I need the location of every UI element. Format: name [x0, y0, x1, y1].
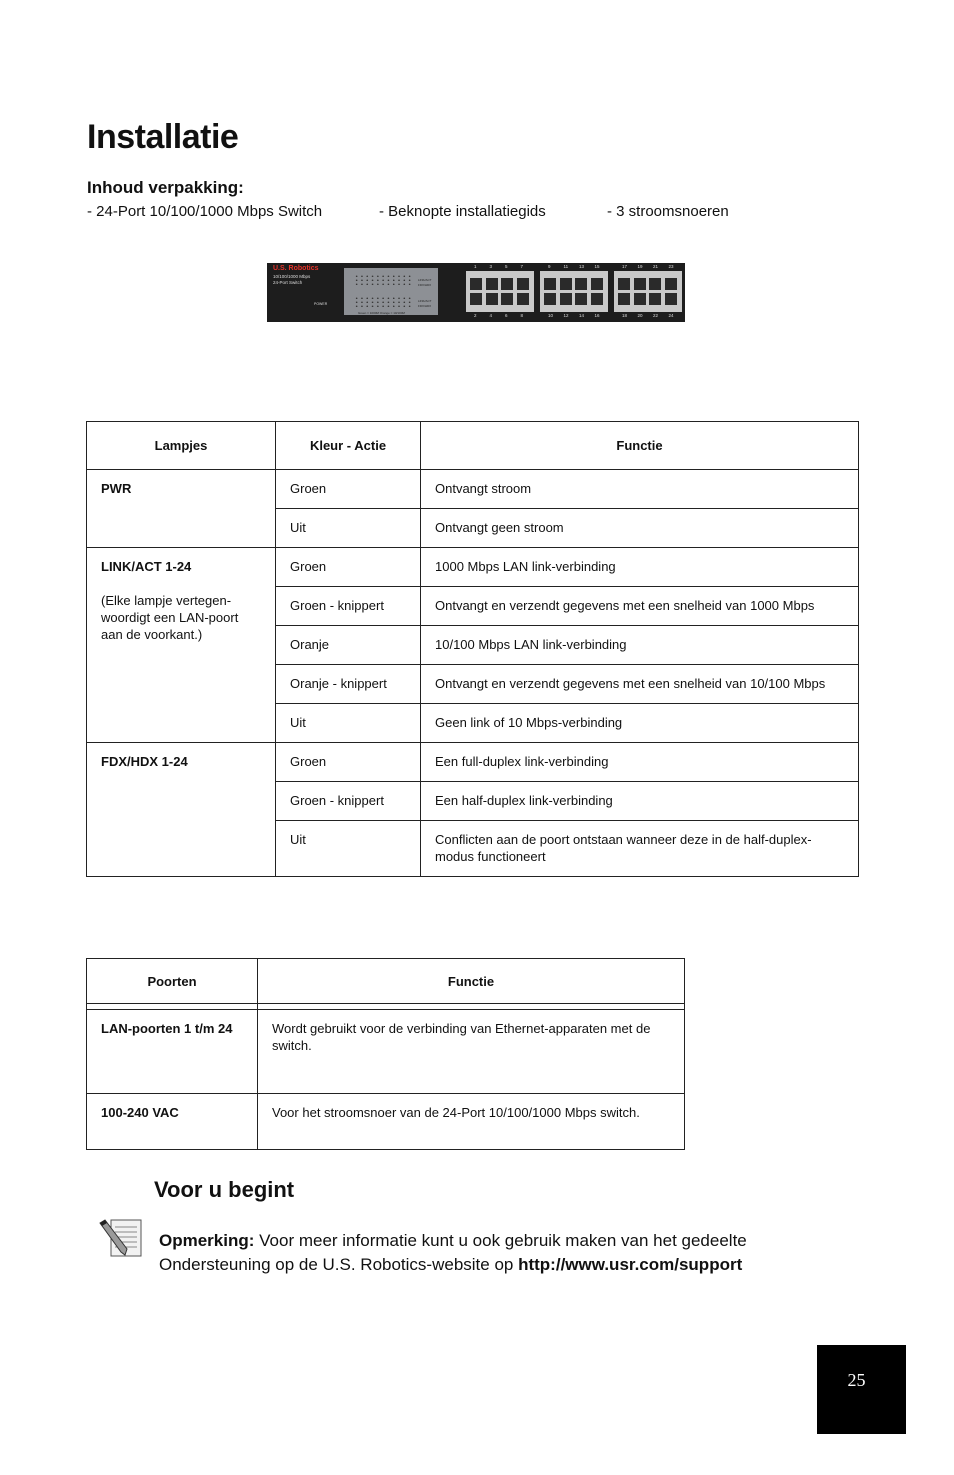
note-paragraph — [159, 1229, 859, 1277]
ethernet-port — [649, 278, 661, 290]
ethernet-port — [649, 293, 661, 305]
ethernet-port — [560, 293, 572, 305]
device-model-line1: 10/100/1000 Mbps — [273, 274, 311, 279]
port-number-bottom: 18 — [622, 313, 628, 318]
led-function: Ontvangt en verzendt gegevens met een snelheid van 10/100 Mbps — [421, 665, 859, 704]
table-row — [87, 743, 859, 782]
led-action: Uit — [276, 821, 421, 877]
ethernet-port — [665, 278, 677, 290]
led-function: Ontvangt stroom — [421, 470, 859, 509]
led-caption-linkact: LINK/ACT — [418, 278, 432, 282]
led-row — [354, 301, 412, 303]
led-action: Groen - knippert — [276, 587, 421, 626]
led-action: Groen - knippert — [276, 782, 421, 821]
ethernet-port — [618, 278, 630, 290]
led-row — [354, 305, 412, 307]
led-panel — [344, 268, 438, 315]
led-col-header: Functie — [421, 422, 859, 470]
led-name-cell — [87, 470, 276, 548]
ethernet-port — [544, 278, 556, 290]
led-action: Groen — [276, 743, 421, 782]
port-number-bottom: 22 — [653, 313, 659, 318]
port-number-bottom: 16 — [594, 313, 600, 318]
led-caption-fdx: FDX/HDX — [418, 283, 432, 287]
table-row — [87, 548, 859, 587]
port-number-bottom: 10 — [548, 313, 554, 318]
port-block — [466, 271, 534, 312]
port-number-bottom: 8 — [520, 313, 524, 318]
package-item-switch: - 24-Port 10/100/1000 Mbps Switch — [87, 203, 323, 220]
ethernet-port — [560, 278, 572, 290]
port-number-bottom: 20 — [637, 313, 643, 318]
led-action: Oranje — [276, 626, 421, 665]
ethernet-port — [591, 293, 603, 305]
led-name: LINK/ACT 1-24 — [101, 559, 192, 574]
led-row — [354, 297, 412, 299]
led-action: Groen — [276, 548, 421, 587]
ethernet-port — [470, 293, 482, 305]
led-action: Groen — [276, 470, 421, 509]
led-function: Geen link of 10 Mbps-verbinding — [421, 704, 859, 743]
port-number-top: 17 — [622, 264, 628, 269]
ports-table — [86, 958, 685, 1150]
led-action: Oranje - knippert — [276, 665, 421, 704]
led-name-cell — [87, 548, 276, 743]
port-function: Voor het stroomsnoer van de 24-Port 10/100/1000 Mbps switch. — [258, 1094, 685, 1150]
ethernet-port — [486, 278, 498, 290]
before-start-heading: Voor u begint — [154, 1177, 295, 1202]
port-number-top: 7 — [520, 264, 524, 269]
led-function: 1000 Mbps LAN link-verbinding — [421, 548, 859, 587]
led-function: Een full-duplex link-verbinding — [421, 743, 859, 782]
page-title: Installatie — [87, 118, 239, 156]
led-row — [354, 275, 412, 277]
page-number-box — [817, 1345, 906, 1434]
ethernet-port — [575, 278, 587, 290]
led-action: Uit — [276, 704, 421, 743]
package-item-guide: - Beknopte installatiegids — [379, 203, 546, 220]
device-model-line2: 24-Port Switch — [273, 280, 303, 285]
port-block — [540, 271, 608, 312]
port-number-top: 19 — [637, 264, 643, 269]
ports-col-header: Poorten — [87, 959, 258, 1004]
package-item-cords: - 3 stroomsnoeren — [607, 203, 729, 220]
port-number-top: 15 — [594, 264, 600, 269]
support-link[interactable]: http://www.usr.com/support — [518, 1255, 743, 1274]
led-action: Uit — [276, 509, 421, 548]
port-number-top: 21 — [653, 264, 659, 269]
led-col-header: Lampjes — [87, 422, 276, 470]
ethernet-port — [501, 293, 513, 305]
port-number-top: 5 — [505, 264, 508, 269]
ethernet-port — [517, 293, 529, 305]
note-body: Voor meer informatie kunt u ook gebruik maken van het gedeelte Ondersteuning op de U.S. Robotics-website op — [159, 1231, 747, 1274]
device-brand-logo: U.S. Robotics — [273, 265, 319, 272]
led-function: Een half-duplex link-verbinding — [421, 782, 859, 821]
port-number-top: 3 — [489, 264, 493, 269]
port-block — [614, 271, 682, 312]
note-label: Opmerking: — [159, 1231, 255, 1250]
ethernet-port — [591, 278, 603, 290]
port-number-bottom: 14 — [579, 313, 585, 318]
port-number-top: 11 — [563, 264, 569, 269]
device-model-label — [273, 274, 310, 286]
port-number-bottom: 24 — [668, 313, 674, 318]
led-caption-fdx-2: FDX/HDX — [418, 304, 432, 308]
port-number-top: 13 — [579, 264, 585, 269]
led-color-legend: Green = 1000M Orange = 10/100M — [358, 311, 405, 315]
ethernet-port — [501, 278, 513, 290]
table-row — [87, 1010, 685, 1094]
led-function: Ontvangt geen stroom — [421, 509, 859, 548]
led-name: FDX/HDX 1-24 — [101, 754, 188, 769]
port-number-top: 23 — [668, 264, 674, 269]
led-name: PWR — [101, 481, 132, 496]
led-col-header: Kleur - Actie — [276, 422, 421, 470]
port-name: LAN-poorten 1 t/m 24 — [87, 1010, 258, 1094]
table-row — [87, 1094, 685, 1150]
package-contents-heading: Inhoud verpakking: — [87, 178, 244, 197]
switch-front-panel-image — [267, 263, 685, 322]
ethernet-port — [486, 293, 498, 305]
page-number: 25 — [847, 1370, 866, 1390]
port-function: Wordt gebruikt voor de verbinding van Ethernet-apparaten met de switch. — [258, 1010, 685, 1094]
led-caption-linkact-2: LINK/ACT — [418, 299, 432, 303]
ethernet-port — [634, 278, 646, 290]
led-row — [354, 279, 412, 281]
ethernet-port — [634, 293, 646, 305]
led-function: 10/100 Mbps LAN link-verbinding — [421, 626, 859, 665]
note-pencil-icon — [97, 1219, 143, 1257]
ethernet-port — [470, 278, 482, 290]
port-number-bottom: 12 — [563, 313, 569, 318]
port-number-bottom: 4 — [489, 313, 493, 318]
power-label: POWER — [314, 302, 328, 306]
table-row — [87, 470, 859, 509]
ports-col-header: Functie — [258, 959, 685, 1004]
led-function: Ontvangt en verzendt gegevens met een snelheid van 1000 Mbps — [421, 587, 859, 626]
port-number-bottom: 2 — [474, 313, 477, 318]
led-note: (Elke lampje vertegen-woordigt een LAN-poort aan de voorkant.) — [101, 593, 239, 642]
port-number-top: 1 — [474, 264, 477, 269]
port-number-top: 9 — [548, 264, 551, 269]
port-number-bottom: 6 — [505, 313, 508, 318]
ethernet-port — [544, 293, 556, 305]
port-name: 100-240 VAC — [87, 1094, 258, 1150]
led-table — [86, 421, 859, 877]
ethernet-port — [575, 293, 587, 305]
led-function: Conflicten aan de poort ontstaan wanneer deze in de half-duplex-modus functioneert — [421, 821, 859, 877]
ethernet-port — [618, 293, 630, 305]
led-name-cell — [87, 743, 276, 877]
led-row — [354, 283, 412, 285]
ethernet-port — [665, 293, 677, 305]
ethernet-port — [517, 278, 529, 290]
